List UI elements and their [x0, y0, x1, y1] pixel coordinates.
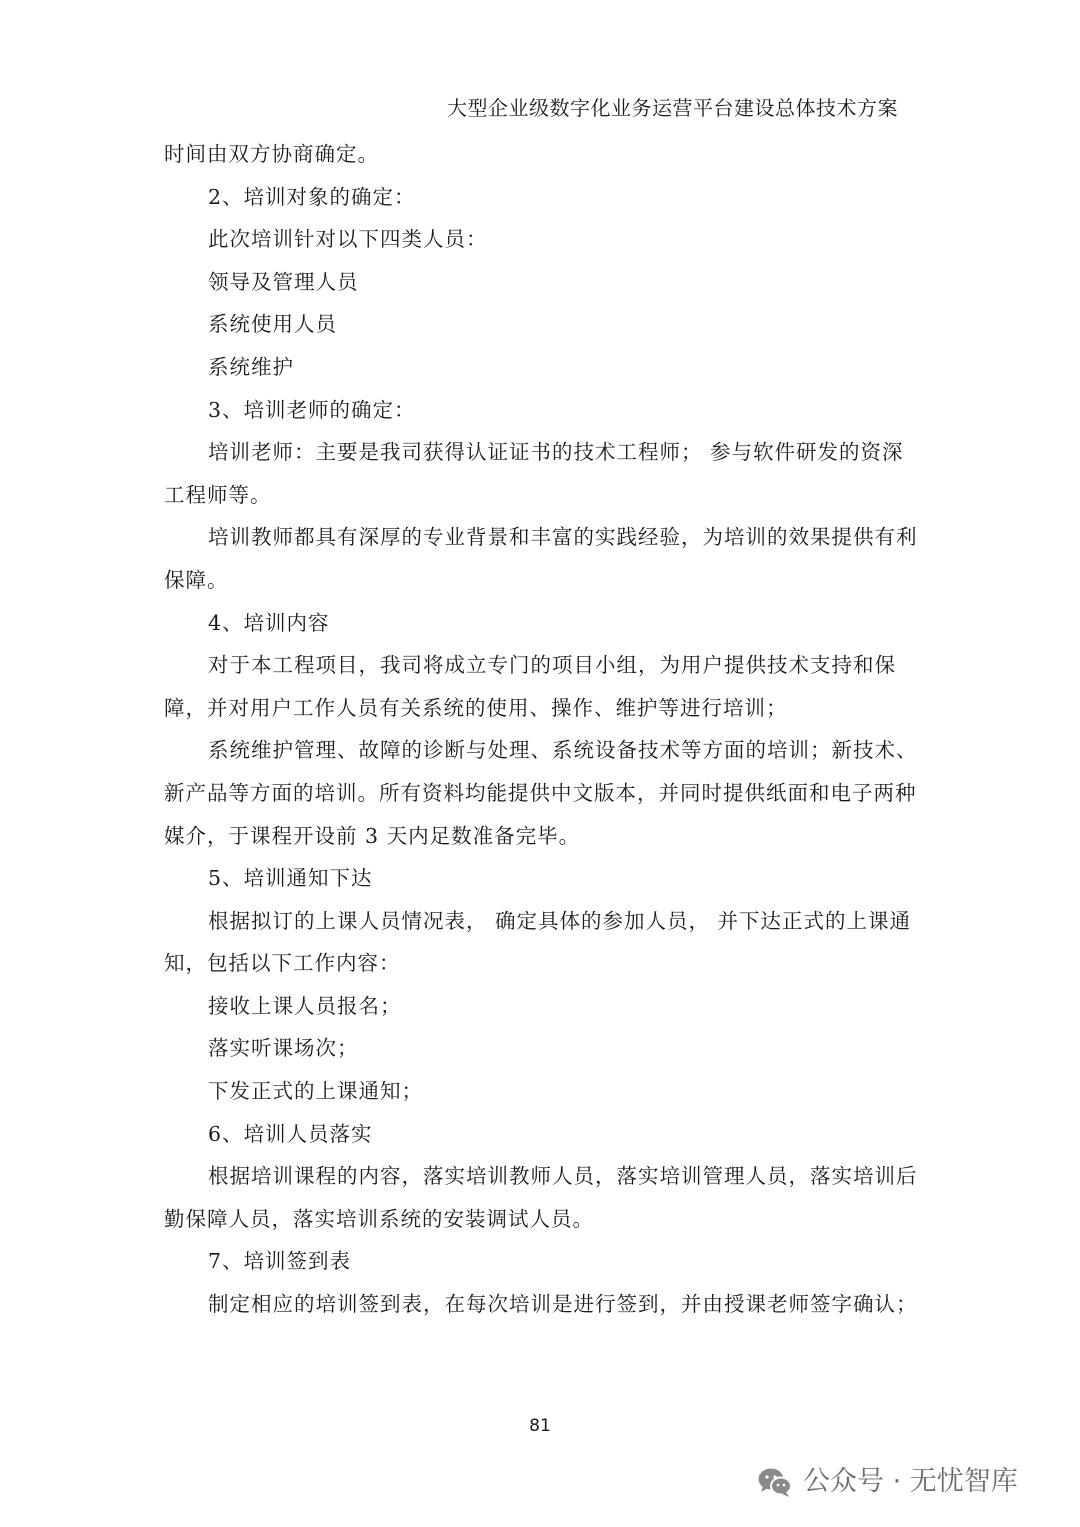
document-body: [164, 133, 920, 1326]
paragraph: 3、培训老师的确定：: [208, 397, 416, 422]
paragraph: 落实听课场次；: [208, 1036, 359, 1061]
paragraph: 系统维护: [208, 354, 294, 379]
paragraph: 5、培训通知下达: [208, 866, 373, 891]
paragraph: 根据拟订的上课人员情况表， 确定具体的参加人员， 并下达正式的上课通知，包括以下工作内容：: [164, 908, 912, 976]
paragraph: 4、培训内容: [208, 610, 330, 635]
paragraph: 对于本工程项目，我司将成立专门的项目小组，为用户提供技术支持和保障，并对用户工作人员有关系统的使用、操作、维护等进行培训；: [164, 653, 896, 720]
page-header: 大型企业级数字化业务运营平台建设总体技术方案: [447, 96, 898, 120]
paragraph: 培训老师：主要是我司获得认证证书的技术工程师； 参与软件研发的资深工程师等。: [164, 440, 904, 507]
wechat-icon: [757, 1466, 793, 1498]
paragraph: 时间由双方协商确定。: [164, 142, 379, 166]
paragraph: 领导及管理人员: [208, 269, 359, 294]
paragraph: 此次培训针对以下四类人员：: [208, 227, 488, 252]
paragraph: 培训教师都具有深厚的专业背景和丰富的实践经验，为培训的效果提供有利保障。: [164, 525, 918, 592]
paragraph: 2、培训对象的确定：: [208, 184, 416, 209]
page-number: 81: [529, 1416, 551, 1436]
paragraph: 下发正式的上课通知；: [208, 1079, 423, 1104]
watermark-text: 公众号 · 无忧智库: [803, 1466, 1018, 1497]
paragraph: 7、培训签到表: [208, 1249, 352, 1274]
paragraph: 6、培训人员落实: [208, 1121, 373, 1146]
paragraph: 根据培训课程的内容，落实培训教师人员，落实培训管理人员，落实培训后勤保障人员，落实培训系统的安装调试人员。: [164, 1164, 918, 1231]
paragraph: 系统维护管理、故障的诊断与处理、系统设备技术等方面的培训；新技术、新产品等方面的培训。所有资料均能提供中文版本，并同时提供纸面和电子两种媒介，于课程开设前 3 天内足数准备完毕。: [164, 738, 918, 848]
watermark: [757, 1462, 1018, 1502]
paragraph: 系统使用人员: [208, 312, 337, 337]
paragraph: 制定相应的培训签到表，在每次培训是进行签到，并由授课老师签字确认；: [208, 1292, 918, 1317]
paragraph: 接收上课人员报名；: [208, 993, 402, 1018]
